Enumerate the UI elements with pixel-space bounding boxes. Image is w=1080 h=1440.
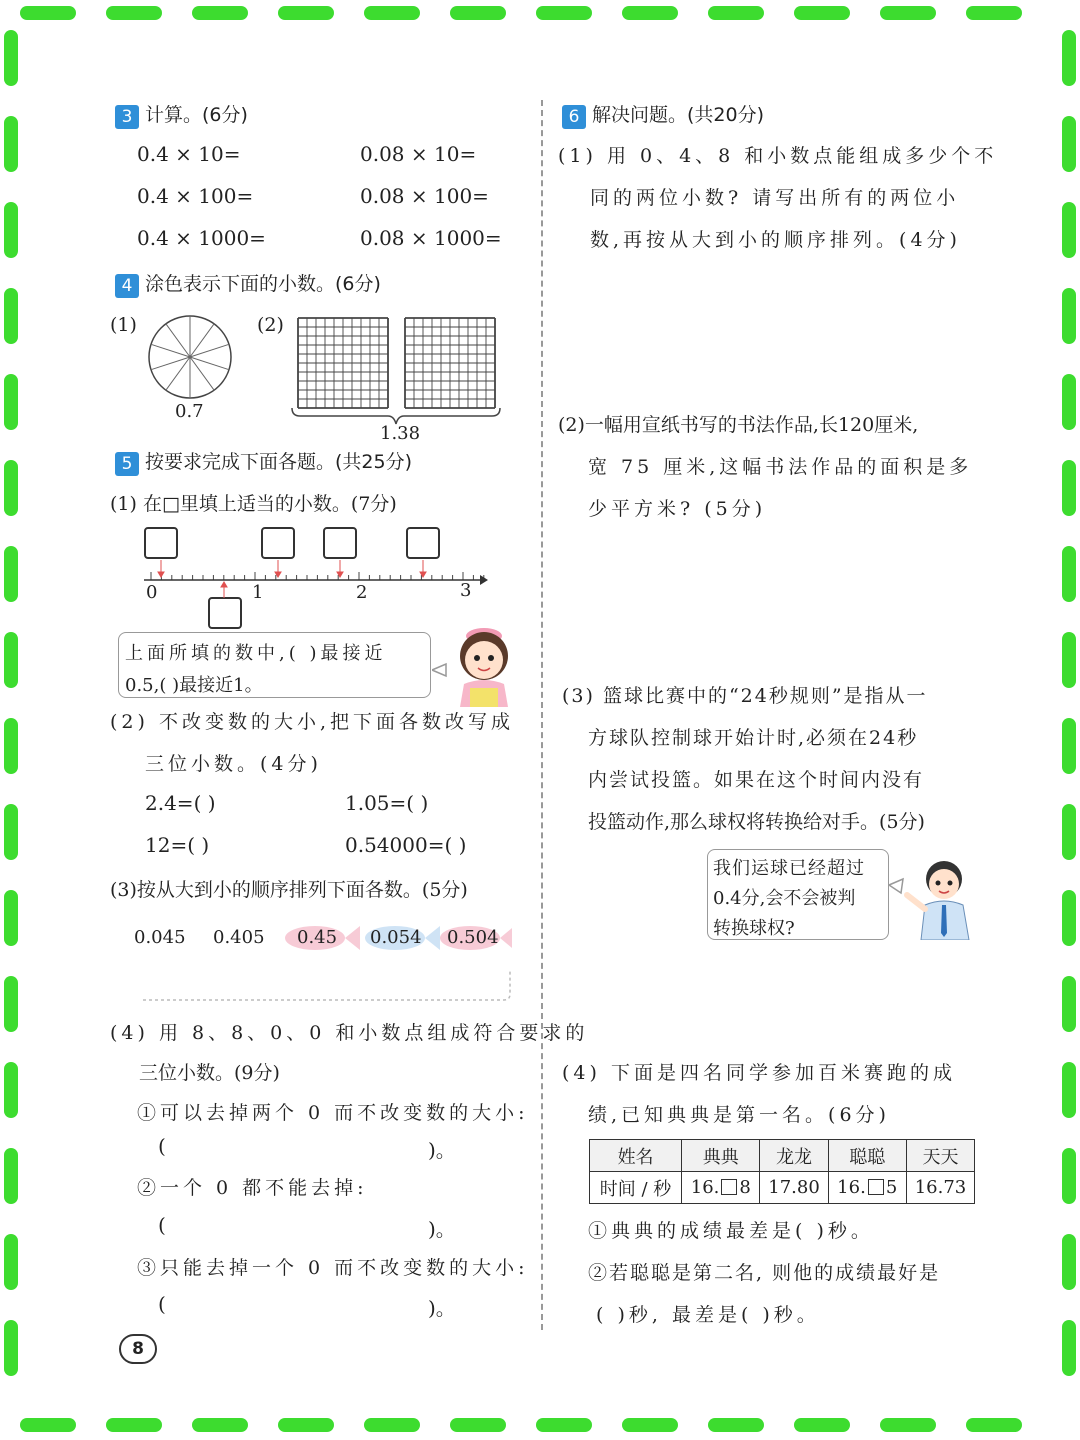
q6-1-line: (1) 用 0、4、8 和小数点能组成多少个不 [558, 145, 998, 167]
section-3-badge: 3 [115, 105, 139, 129]
bubble-line: 转换球权? [713, 918, 795, 939]
bubble-line: 0.4分,会不会被判 [713, 888, 856, 909]
bubble-line: 上面所填的数中,( )最接近 [125, 643, 387, 664]
sub-label-1: (1) [110, 314, 137, 336]
grid-value-label: 1.38 [380, 423, 421, 444]
section-5-badge: 5 [115, 452, 139, 476]
pie-circle-diagram[interactable] [145, 312, 235, 402]
paren-open[interactable]: ( [158, 1134, 166, 1158]
paren-close[interactable]: )。 [428, 1138, 456, 1162]
paren-close[interactable]: )。 [428, 1296, 456, 1320]
table-row [590, 1172, 975, 1204]
order-number: 0.405 [213, 927, 265, 948]
pie-value-label: 0.7 [175, 401, 204, 422]
axis-label: 3 [460, 580, 472, 601]
bubble-line: 我们运球已经超过 [713, 858, 865, 879]
q6-2-line: 少平方米? (5分) [588, 498, 767, 520]
answer-track[interactable] [138, 966, 516, 1006]
number-line-answer-box[interactable] [323, 527, 357, 559]
section-5-title: 按要求完成下面各题。(共25分) [145, 451, 413, 473]
q6-1-line: 同的两位小数? 请写出所有的两位小 [590, 187, 960, 209]
order-number: 0.45 [297, 927, 338, 948]
section-6-title: 解决问题。(共20分) [592, 104, 765, 126]
time-prefix: 16. [690, 1177, 720, 1198]
q5-4-line: (4) 用 8、8、0、0 和小数点组成符合要求的 [110, 1022, 589, 1044]
calc-item: 0.08 × 10= [360, 142, 477, 166]
table-cell: 龙龙 [760, 1140, 828, 1172]
axis-label: 2 [356, 582, 368, 603]
calc-item: 0.08 × 100= [360, 184, 489, 208]
q6-4-a[interactable]: ①典典的成绩最差是( )秒。 [588, 1220, 874, 1242]
order-number: 0.045 [134, 927, 186, 948]
q6-3-line: 内尝试投篮。如果在这个时间内没有 [588, 769, 925, 791]
table-cell: 天天 [906, 1140, 974, 1172]
q6-3-line: 方球队控制球开始计时,必须在24秒 [588, 727, 919, 749]
table-cell [828, 1172, 906, 1204]
paren-close[interactable]: )。 [428, 1217, 456, 1241]
calc-item: 0.08 × 1000= [360, 226, 502, 250]
q5-1-title: (1) 在□里填上适当的小数。(7分) [110, 493, 397, 515]
section-6-badge: 6 [562, 105, 586, 129]
calc-item: 0.4 × 1000= [137, 226, 266, 250]
page-number: 8 [119, 1334, 157, 1364]
table-cell: 姓名 [590, 1140, 682, 1172]
table-cell [682, 1172, 760, 1204]
q5-2-line: (2) 不改变数的大小,把下面各数改写成 [110, 711, 514, 733]
table-header-row [590, 1140, 975, 1172]
sub-label-2: (2) [257, 314, 284, 336]
column-divider [541, 100, 543, 1330]
table-cell: 时间 / 秒 [590, 1172, 682, 1204]
rewrite-item[interactable]: 0.54000=( ) [345, 833, 467, 857]
calc-item: 0.4 × 100= [137, 184, 254, 208]
q5-2-line: 三位小数。(4分) [145, 753, 322, 775]
number-line-answer-box[interactable] [144, 527, 178, 559]
section-4-heading [115, 269, 381, 298]
paren-open[interactable]: ( [158, 1292, 166, 1316]
q6-4-line: (4) 下面是四名同学参加百米赛跑的成 [562, 1062, 956, 1084]
number-line-answer-box[interactable] [261, 527, 295, 559]
section-5-heading [115, 447, 412, 476]
rewrite-item[interactable]: 12=( ) [145, 833, 210, 857]
q6-3-line: 投篮动作,那么球权将转换给对手。(5分) [588, 811, 925, 833]
q5-4-b: ②一个 0 都不能去掉: [137, 1177, 368, 1199]
section-6-heading [562, 100, 764, 129]
q6-4-c[interactable]: ( )秒, 最差是( )秒。 [596, 1304, 820, 1326]
time-suffix: 8 [739, 1177, 751, 1198]
q6-4-line: 绩,已知典典是第一名。(6分) [588, 1104, 890, 1126]
rewrite-item[interactable]: 2.4=( ) [145, 791, 216, 815]
grid-square-2[interactable] [403, 316, 498, 411]
section-3-title: 计算。(6分) [145, 104, 248, 126]
number-line-answer-box[interactable] [208, 597, 242, 629]
q5-4-a: ①可以去掉两个 0 而不改变数的大小: [137, 1102, 529, 1124]
rewrite-item[interactable]: 1.05=( ) [345, 791, 429, 815]
axis-label: 1 [252, 582, 264, 603]
table-cell: 典典 [682, 1140, 760, 1172]
calc-item: 0.4 × 10= [137, 142, 241, 166]
q6-2-line: 宽 75 厘米,这幅书法作品的面积是多 [588, 456, 973, 478]
table-cell: 17.80 [760, 1172, 828, 1204]
time-prefix: 16. [837, 1177, 866, 1198]
boy-illustration [889, 855, 979, 940]
order-number: 0.054 [370, 927, 422, 948]
speech-bubble-boy [707, 849, 889, 940]
girl-illustration [432, 612, 522, 707]
q5-4-c: ③只能去掉一个 0 而不改变数的大小: [137, 1257, 529, 1279]
axis-label: 0 [146, 582, 158, 603]
q6-4-b: ②若聪聪是第二名, 则他的成绩最好是 [588, 1262, 941, 1284]
table-cell: 16.73 [906, 1172, 974, 1204]
time-suffix: 5 [885, 1177, 898, 1198]
section-3-heading [115, 100, 248, 129]
number-line-answer-box[interactable] [406, 527, 440, 559]
section-4-title: 涂色表示下面的小数。(6分) [145, 273, 381, 295]
bubble-line: 0.5,( )最接近1。 [125, 675, 263, 696]
digit-box[interactable] [868, 1179, 884, 1195]
q6-1-line: 数,再按从大到小的顺序排列。(4分) [590, 229, 961, 251]
q6-3-line: (3) 篮球比赛中的“24秒规则”是指从一 [562, 685, 928, 707]
speech-bubble-girl [118, 632, 431, 698]
q5-3-title: (3)按从大到小的顺序排列下面各数。(5分) [110, 879, 468, 901]
race-results-table [589, 1139, 975, 1204]
grid-square-1[interactable] [296, 316, 391, 411]
q5-4-line: 三位小数。(9分) [139, 1062, 280, 1084]
section-4-badge: 4 [115, 274, 139, 298]
table-cell: 聪聪 [828, 1140, 906, 1172]
paren-open[interactable]: ( [158, 1213, 166, 1237]
order-number: 0.504 [447, 927, 499, 948]
number-line [140, 560, 490, 600]
digit-box[interactable] [721, 1179, 737, 1195]
q6-2-line: (2)一幅用宣纸书写的书法作品,长120厘米, [558, 414, 919, 436]
